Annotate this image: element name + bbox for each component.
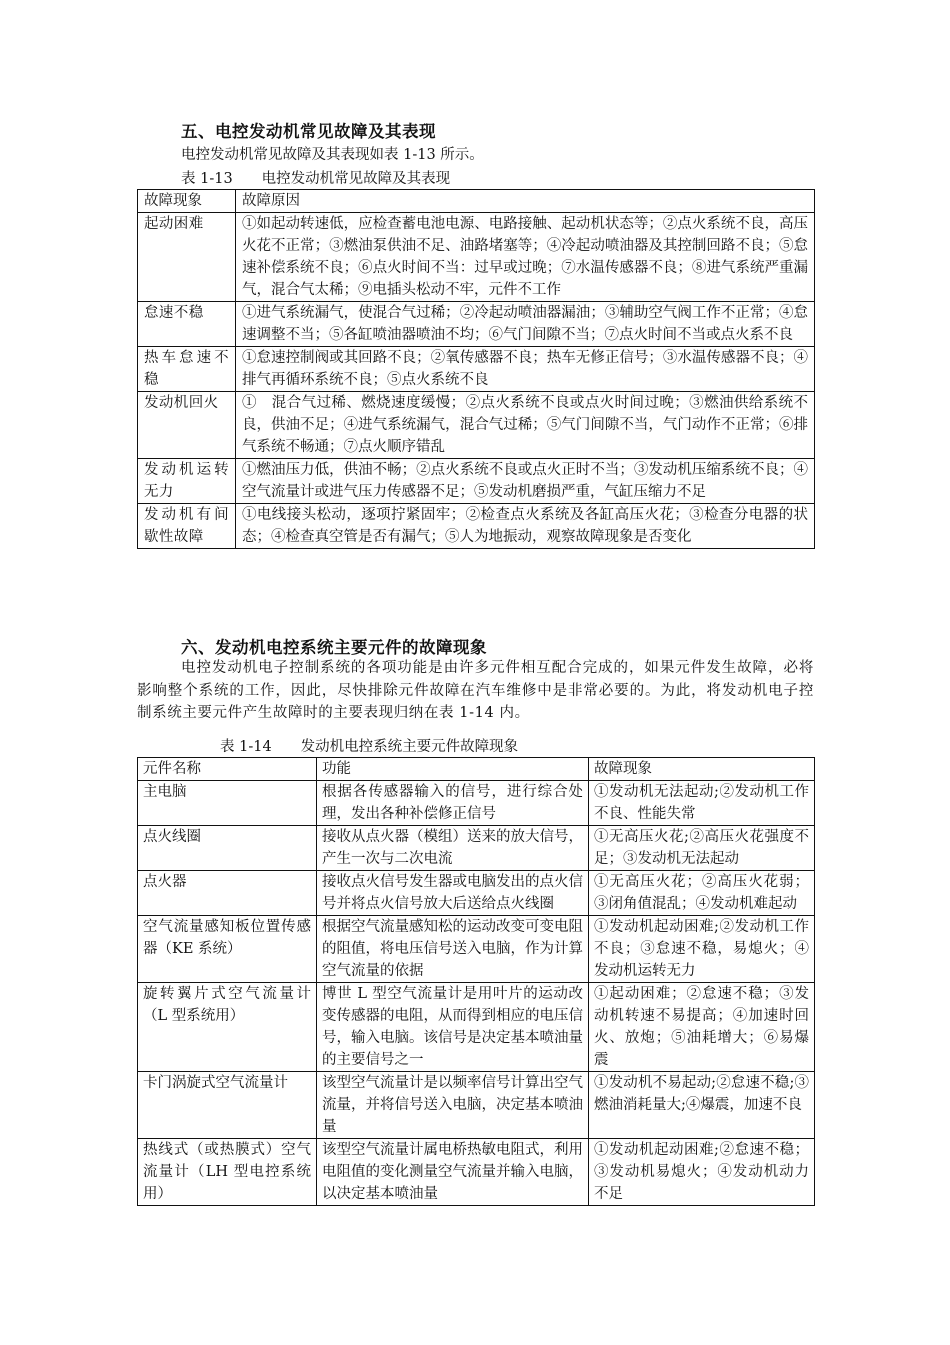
table-row bbox=[138, 504, 815, 549]
table-row bbox=[138, 826, 815, 871]
table-row bbox=[138, 459, 815, 504]
section5-heading: 五、电控发动机常见故障及其表现 bbox=[181, 122, 436, 141]
fault-cell: ①发动机起动困难;②发动机工作不良；③怠速不稳，易熄火；④发动机运转无力 bbox=[589, 916, 815, 983]
fault-cell: ①发动机无法起动;②发动机工作不良、性能失常 bbox=[589, 781, 815, 826]
section5-intro: 电控发动机常见故障及其表现如表 1-13 所示。 bbox=[181, 147, 484, 163]
name-cell: 卡门涡旋式空气流量计 bbox=[138, 1072, 317, 1139]
table-header-row bbox=[138, 190, 815, 213]
function-cell: 该型空气流量计属电桥热敏电阻式，利用电阻值的变化测量空气流量并输入电脑，以决定基本喷油量 bbox=[317, 1139, 589, 1206]
symptom-cell: 热车怠速不稳 bbox=[138, 347, 236, 392]
table-row bbox=[138, 392, 815, 459]
cause-cell: ①电线接头松动，逐项拧紧固牢；②检查点火系统及各缸高压火花；③检查分电器的状态；④检查真空管是否有漏气；⑤人为地振动，观察故障现象是否变化 bbox=[236, 504, 815, 549]
table-header-row bbox=[138, 758, 815, 781]
function-cell: 博世 L 型空气流量计是用叶片的运动改变传感器的电阻，从而得到相应的电压信号，输入电脑。该信号是决定基本喷油量的主要信号之一 bbox=[317, 983, 589, 1072]
table-row bbox=[138, 983, 815, 1072]
symptom-cell: 怠速不稳 bbox=[138, 302, 236, 347]
header-cause: 故障原因 bbox=[236, 190, 815, 213]
fault-cell: ①无高压火花;②高压火花强度不足；③发动机无法起动 bbox=[589, 826, 815, 871]
function-cell: 接收点火信号发生器或电脑发出的点火信号并将点火信号放大后送给点火线圈 bbox=[317, 871, 589, 916]
cause-cell: ①如起动转速低，应检查蓄电池电源、电路接触、起动机状态等；②点火系统不良，高压火花不正常；③燃油泵供油不足、油路堵塞等；④冷起动喷油器及其控制回路不良；⑤怠速补偿系统不良；⑥点火时间不当：过早或过晚；⑦水温传感器不良；⑧进气系统严重漏气，混合气太稀；⑨电插头松动不牢，元件不工作 bbox=[236, 213, 815, 302]
fault-cell: ①发动机起动困难;②怠速不稳；③发动机易熄火；④发动机动力不足 bbox=[589, 1139, 815, 1206]
name-cell: 点火器 bbox=[138, 871, 317, 916]
section6-paragraph: 电控发动机电子控制系统的各项功能是由许多元件相互配合完成的，如果元件发生故障，必将影响整个系统的工作，因此，尽快排除元件故障在汽车维修中是非常必要的。为此，将发动机电子控制系统主要元件产生故障时的主要表现归纳在表 1-14 内。 bbox=[137, 660, 814, 721]
table-row bbox=[138, 916, 815, 983]
symptom-cell: 发动机回火 bbox=[138, 392, 236, 459]
name-cell: 主电脑 bbox=[138, 781, 317, 826]
table-row bbox=[138, 1072, 815, 1139]
fault-cell: ①无高压火花；②高压火花弱；③闭角值混乱；④发动机难起动 bbox=[589, 871, 815, 916]
cause-cell: ① 混合气过稀、燃烧速度缓慢；②点火系统不良或点火时间过晚；③燃油供给系统不良，供油不足；④进气系统漏气，混合气过稀；⑤气门间隙不当，气门动作不正常；⑥排气系统不畅通；⑦点火顺序错乱 bbox=[236, 392, 815, 459]
table1-caption: 表 1-13 电控发动机常见故障及其表现 bbox=[181, 171, 451, 187]
cause-cell: ①进气系统漏气，使混合气过稀；②冷起动喷油器漏油；③辅助空气阀工作不正常；④怠速调整不当；⑤各缸喷油器喷油不均；⑥气门间隙不当；⑦点火时间不当或点火系不良 bbox=[236, 302, 815, 347]
symptom-cell: 发动机运转无力 bbox=[138, 459, 236, 504]
name-cell: 空气流量感知板位置传感器（KE 系统） bbox=[138, 916, 317, 983]
function-cell: 接收从点火器（模组）送来的放大信号，产生一次与二次电流 bbox=[317, 826, 589, 871]
table-row bbox=[138, 347, 815, 392]
cause-cell: ①怠速控制阀或其回路不良；②氧传感器不良；热车无修正信号；③水温传感器不良；④排气再循环系统不良；⑤点火系统不良 bbox=[236, 347, 815, 392]
name-cell: 热线式（或热膜式）空气流量计（LH 型电控系统用） bbox=[138, 1139, 317, 1206]
fault-cell: ①起动困难；②怠速不稳；③发动机转速不易提高；④加速时回火、放炮；⑤油耗增大；⑥易爆震 bbox=[589, 983, 815, 1072]
cause-cell: ①燃油压力低，供油不畅；②点火系统不良或点火正时不当；③发动机压缩系统不良；④空气流量计或进气压力传感器不足；⑤发动机磨损严重，气缸压缩力不足 bbox=[236, 459, 815, 504]
table-1-13 bbox=[137, 189, 815, 549]
section6-heading: 六、发动机电控系统主要元件的故障现象 bbox=[181, 638, 487, 657]
table2-caption: 表 1-14 发动机电控系统主要元件故障现象 bbox=[220, 739, 519, 755]
function-cell: 根据各传感器输入的信号，进行综合处理，发出各种补偿修正信号 bbox=[317, 781, 589, 826]
table-1-14 bbox=[137, 757, 815, 1206]
name-cell: 点火线圈 bbox=[138, 826, 317, 871]
fault-cell: ①发动机不易起动;②怠速不稳;③燃油消耗量大;④爆震，加速不良 bbox=[589, 1072, 815, 1139]
table-row bbox=[138, 213, 815, 302]
header-fault: 故障现象 bbox=[589, 758, 815, 781]
function-cell: 根据空气流量感知松的运动改变可变电阻的阻值，将电压信号送入电脑，作为计算空气流量的依据 bbox=[317, 916, 589, 983]
table-row bbox=[138, 302, 815, 347]
header-symptom: 故障现象 bbox=[138, 190, 236, 213]
function-cell: 该型空气流量计是以频率信号计算出空气流量，并将信号送入电脑，决定基本喷油量 bbox=[317, 1072, 589, 1139]
table-row bbox=[138, 1139, 815, 1206]
name-cell: 旋转翼片式空气流量计（L 型系统用） bbox=[138, 983, 317, 1072]
table-row bbox=[138, 871, 815, 916]
symptom-cell: 发动机有间歇性故障 bbox=[138, 504, 236, 549]
table-row bbox=[138, 781, 815, 826]
header-name: 元件名称 bbox=[138, 758, 317, 781]
header-function: 功能 bbox=[317, 758, 589, 781]
symptom-cell: 起动困难 bbox=[138, 213, 236, 302]
